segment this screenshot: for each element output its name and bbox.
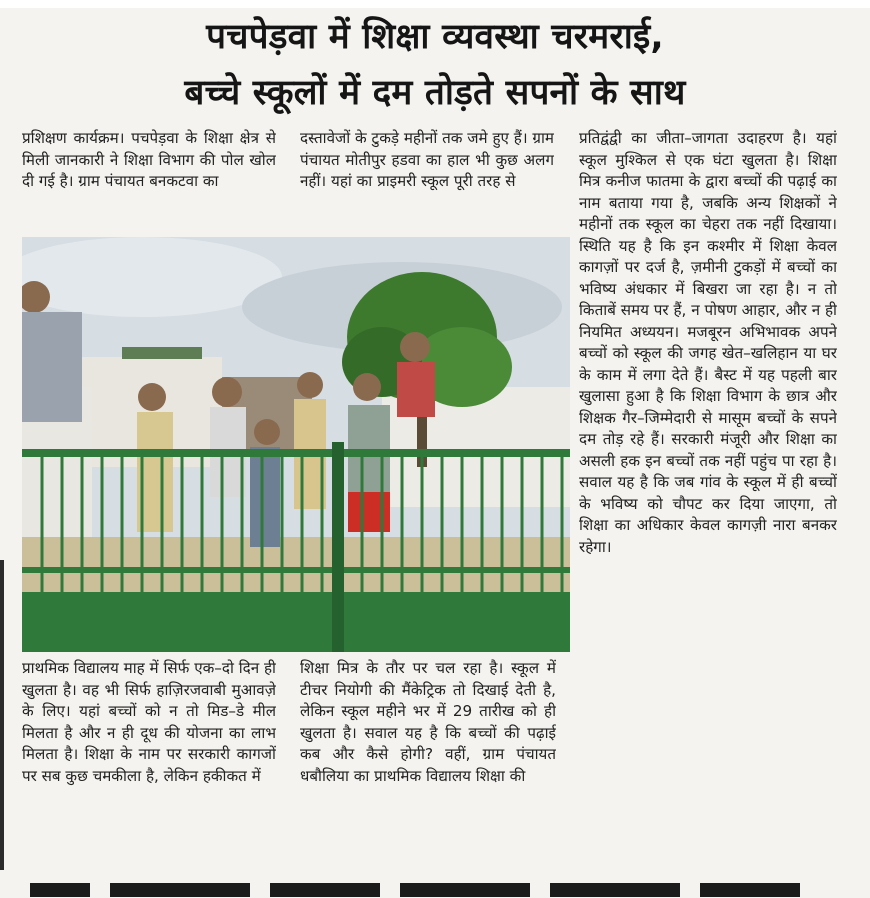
column-1-top-text: प्रशिक्षण कार्यक्रम। पचपेड़वा के शिक्षा क्षेत्र से मिली जानकारी ने शिक्षा विभाग की पोल खोल दी गई है। ग्राम पंचायत बनकटवा का <box>22 129 276 190</box>
next-headline-fragment <box>400 883 530 897</box>
column-2-top-text: दस्तावेजों के टुकड़े महीनों तक जमे हुए हैं। ग्राम पंचायत मोतीपुर हडवा का हाल भी कुछ अलग नहीं। यहां का प्राइमरी स्कूल पूरी तरह से <box>300 129 554 190</box>
headline-line-2: बच्चे स्कूलों में दम तोड़ते सपनों के साथ <box>184 73 686 113</box>
next-headline-fragment <box>110 883 250 897</box>
next-headline-fragment <box>30 883 90 897</box>
headline-line-1: पचपेड़वा में शिक्षा व्यवस्था चरमराई, <box>206 17 664 57</box>
next-headline-fragment <box>270 883 380 897</box>
next-headline-fragment <box>700 883 800 897</box>
column-1-bottom-text: प्राथमिक विद्यालय माह में सिर्फ एक–दो दिन ही खुलता है। वह भी सिर्फ हाज़िरजवाबी मुआवज़े के लिए। यहां बच्चों को न तो मिड–डे मील मिलता है और न ही दूध की योजना का लाभ मिलता है। शिक्षा के नाम पर सरकारी कागजों पर सब कुछ चमकीला है, लेकिन हकीकत में <box>22 659 276 785</box>
column-3-text: प्रतिद्वंद्वी का जीता–जागता उदाहरण है। यहां स्कूल मुश्किल से एक घंटा खुलता है। शिक्षा मित्र कनीज फातमा के द्वारा बच्चों की पढ़ाई का नाम बताया गया है, जबकि अन्य शिक्षकों ने महीनों तक स्कूल का चेहरा तक नहीं दिखाया। स्थिति यह है कि इन कश्मीर में शिक्षा केवल कागज़ों पर दर्ज है, ज़मीनी टुकड़ों में बच्चों का भविष्य अंधकार में बिखरा जा रहा है। न तो किताबें समय पर हैं, न पोषण आहार, और न ही नियमित अध्ययन। मजबूरन अभिभावक अपने बच्चों को स्कूल की जगह खेत–खलिहान या घर के काम में लगा देते हैं। बैस्ट में यह पहली बार खुलासा हुआ है कि शिक्षा विभाग के छात्र और शिक्षक गैर–जिम्मेदारी से मासूम बच्चों के सपने दम तोड़ रहे हैं। सरकारी मंजूरी और शिक्षा का असली हक इन बच्चों तक नहीं पहुंच पा रहा है। सवाल यह है कि जब गांव के स्कूल में ही बच्चों के भविष्य को चौपट कर दिया जाएगा, तो शिक्षा का अधिकार केवल कागज़ी नारा बनकर रहेगा। <box>579 129 837 556</box>
top-strip <box>0 0 870 8</box>
news-photo-children-at-school-gate <box>22 237 570 652</box>
page-edge-shadow <box>0 560 4 870</box>
column-2-bottom-text: शिक्षा मित्र के तौर पर चल रहा है। स्कूल में टीचर नियोगी की मैंकेट्रिक तो दिखाई देती है, लेकिन स्कूल महीने भर में 29 तारीख को ही खुलता है। सवाल यह है कि बच्चों की पढ़ाई कब और कैसे होगी? वहीं, ग्राम पंचायत धबौलिया का प्राथमिक विद्यालय शिक्षा की <box>300 659 556 785</box>
next-headline-fragment <box>550 883 680 897</box>
